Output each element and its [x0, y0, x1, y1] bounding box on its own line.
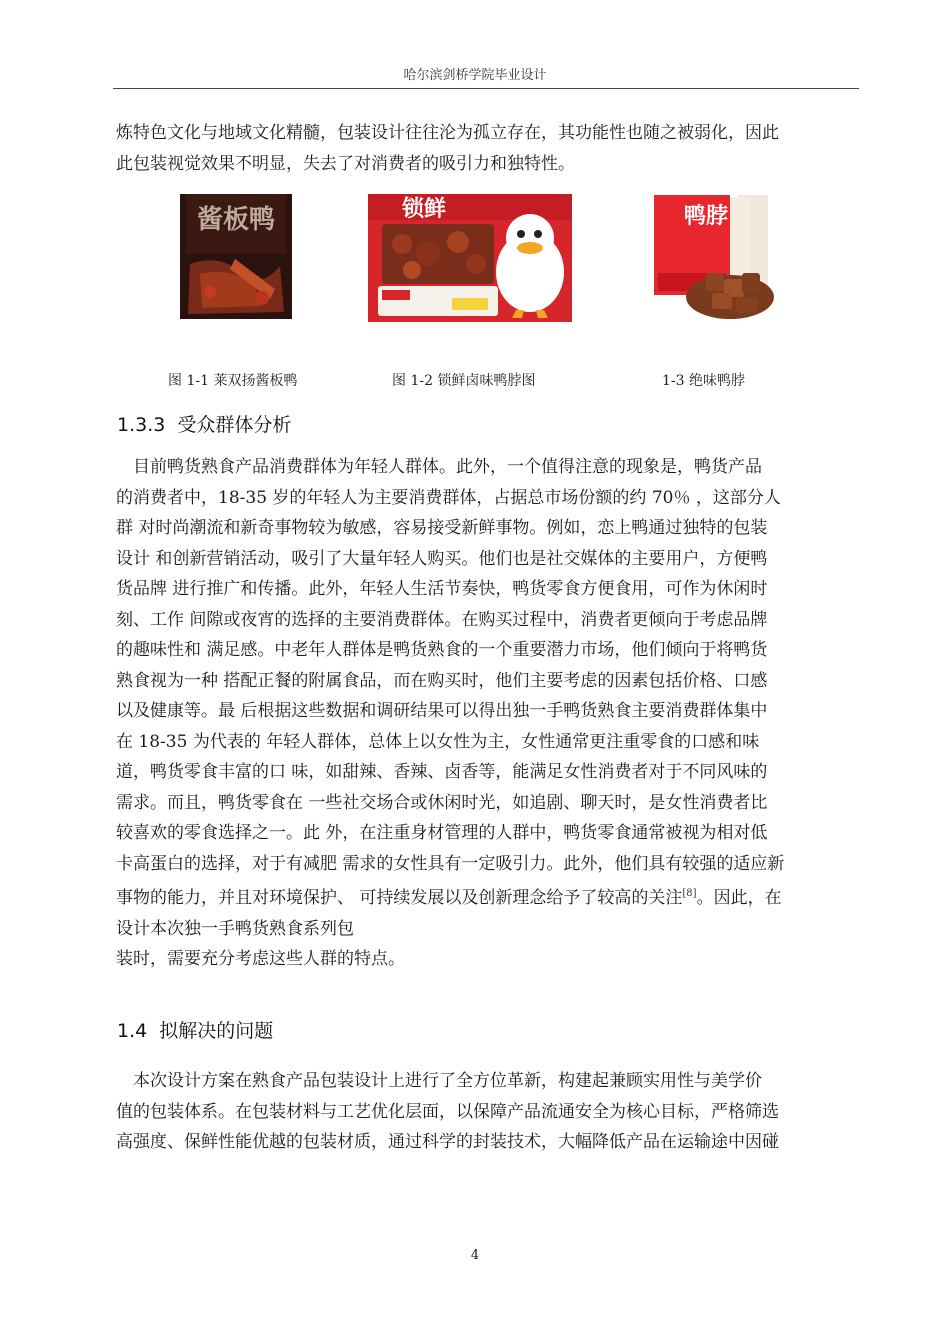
text-line: 设计本次独一手鸭货熟食系列包 [116, 918, 354, 939]
page-number: 4 [470, 1248, 480, 1263]
text-line: 刻、工作 间隙或夜宵的选择的主要消费群体。在购买过程中，消费者更倾向于考虑品牌 [116, 609, 768, 630]
text-line: 的消费者中，18-35 岁的年轻人为主要消费群体，占据总市场份额的约 70％ ，这部分人 [116, 487, 781, 508]
text-line: 卡高蛋白的选择，对于有减肥 需求的女性具有一定吸引力。此外，他们具有较强的适应新 [116, 853, 785, 874]
text-line: 在 18-35 为代表的 年轻人群体，总体上以女性为主，女性通常更注重零食的口感和味 [116, 731, 760, 752]
figure-1-1-label: 酱板鸭 [196, 205, 276, 235]
figure-1-2-image [368, 194, 572, 322]
figure-1-3-caption: 1-3 绝味鸭脖 [662, 373, 745, 389]
text-line: 需求。而且，鸭货零食在 一些社交场合或休闲时光，如追剧、聊天时，是女性消费者比 [116, 792, 768, 813]
section-title: 拟解决的问题 [159, 1020, 274, 1042]
text-line: 炼特色文化与地域文化精髓，包装设计往往沦为孤立存在，其功能性也随之被弱化，因此 [116, 123, 779, 143]
text-line: 目前鸭货熟食产品消费群体为年轻人群体。此外，一个值得注意的现象是，鸭货产品 [116, 457, 762, 477]
section-title: 受众群体分析 [177, 414, 292, 436]
figure-1-2-label: 锁鲜 [402, 197, 447, 222]
text-segment: 事物的能力，并且对环境保护、 可持续发展以及创新理念给予了较高的关注 [116, 888, 683, 908]
intro-paragraph [116, 118, 866, 179]
citation-marker[interactable]: [8] [682, 888, 697, 899]
figure-1-1-image [180, 194, 292, 319]
figure-1-2-caption: 图 1-2 锁鲜卤味鸭脖图 [392, 373, 536, 389]
section-number: 1.4 [117, 1020, 148, 1042]
section-number: 1.3.3 [117, 414, 166, 436]
header-rule [113, 88, 859, 89]
figure-1-3-image [650, 193, 780, 323]
text-line: 装时，需要充分考虑这些人群的特点。 [116, 949, 405, 969]
text-line: 的趣味性和 满足感。中老年人群体是鸭货熟食的一个重要潜力市场，他们倾向于将鸭货 [116, 640, 768, 660]
text-line: 较喜欢的零食选择之一。此 外，在注重身材管理的人群中，鸭货零食通常被视为相对低 [116, 823, 768, 843]
text-line: 道，鸭货零食丰富的口 味，如甜辣、香辣、卤香等，能满足女性消费者对于不同风味的 [116, 762, 768, 782]
text-segment: 。因此，在 [696, 888, 782, 908]
text-line: 本次设计方案在熟食产品包装设计上进行了全方位革新，构建起兼顾实用性与美学价 [116, 1071, 762, 1091]
page-header: 哈尔滨剑桥学院毕业设计 [403, 68, 547, 83]
text-line: 群 对时尚潮流和新奇事物较为敏感，容易接受新鲜事物。例如，恋上鸭通过独特的包装 [116, 518, 768, 538]
figure-1-3-label: 鸭脖 [683, 204, 729, 229]
text-line: 货品牌 进行推广和传播。此外，年轻人生活节奏快，鸭货零食方便食用，可作为休闲时 [116, 579, 768, 599]
section-heading-1-4 [117, 1016, 273, 1043]
text-line: 此包装视觉效果不明显，失去了对消费者的吸引力和独特性。 [116, 153, 575, 174]
text-line: 以及健康等。最 后根据这些数据和调研结果可以得出独一手鸭货熟食主要消费群体集中 [116, 701, 768, 721]
audience-analysis-paragraph [116, 452, 866, 975]
text-line-with-citation [116, 879, 866, 914]
figure-1-1-caption: 图 1-1 莱双扬酱板鸭 [168, 373, 298, 389]
section-heading-1-3-3 [117, 410, 291, 437]
text-line: 熟食视为一种 搭配正餐的附属食品，而在购买时，他们主要考虑的因素包括价格、口感 [116, 670, 768, 691]
text-line: 高强度、保鲜性能优越的包装材质，通过科学的封装技术，大幅降低产品在运输途中因碰 [116, 1132, 779, 1152]
text-line: 设计 和创新营销活动，吸引了大量年轻人购买。他们也是社交媒体的主要用户，方便鸭 [116, 548, 768, 569]
problems-paragraph [116, 1066, 866, 1158]
text-line: 值的包装体系。在包装材料与工艺优化层面，以保障产品流通安全为核心目标，严格筛选 [116, 1101, 779, 1122]
